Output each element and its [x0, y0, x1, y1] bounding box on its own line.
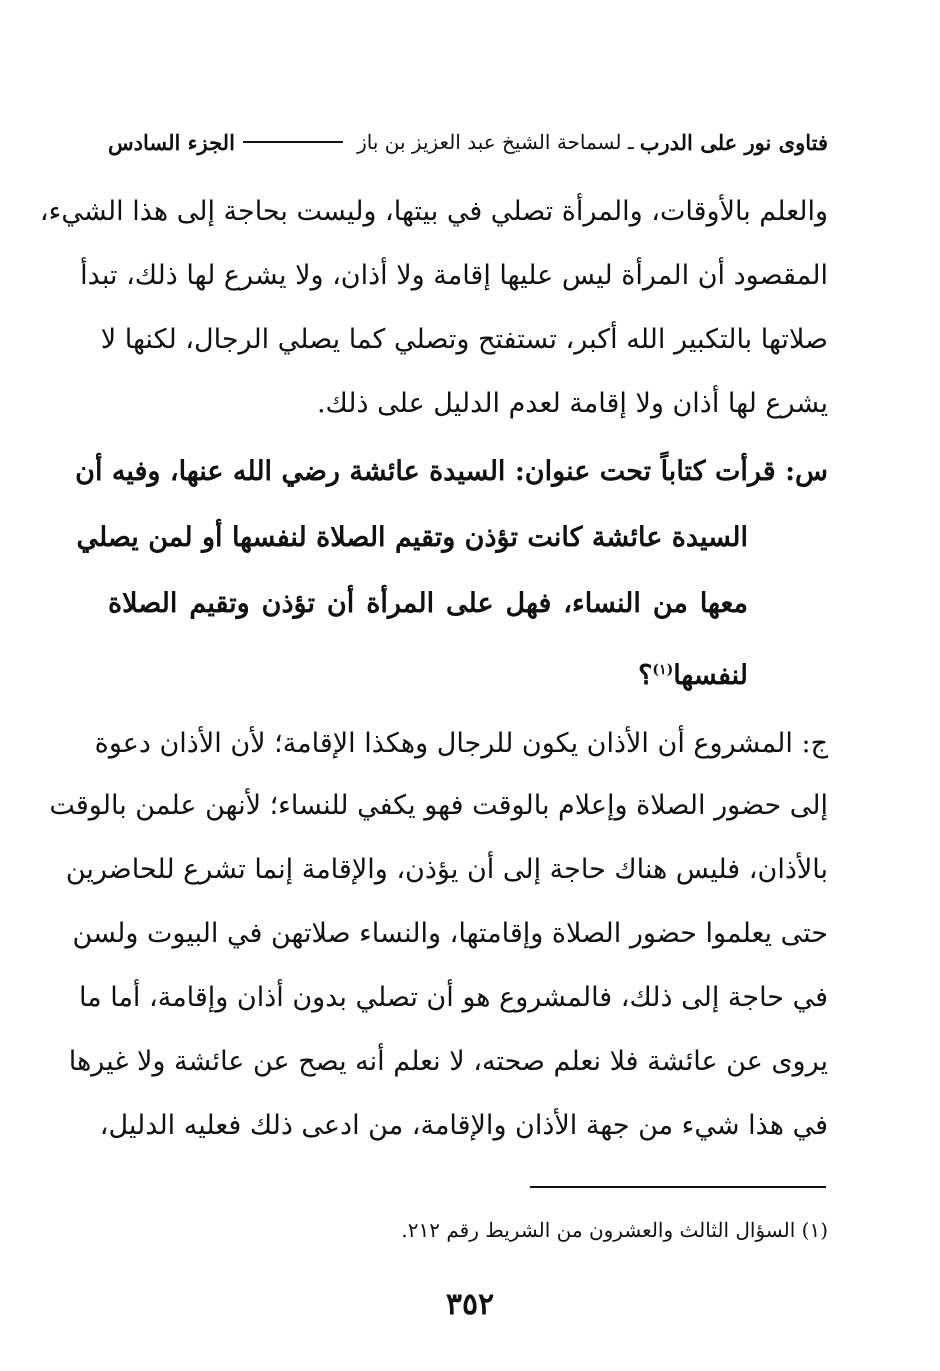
answer-line: ج: المشروع أن الأذان يكون للرجال وهكذا الإقامة؛ لأن الأذان دعوة — [94, 728, 828, 759]
header-author: ـ لسماحة الشيخ عبد العزيز بن باز — [357, 130, 634, 154]
question-last-line — [108, 638, 748, 702]
text-line: والعلم بالأوقات، والمرأة تصلي في بيتها، وليست بحاجة إلى هذا الشيء، — [39, 196, 828, 227]
header-part: الجزء السادس — [108, 129, 235, 155]
text-line: صلاتها بالتكبير الله أكبر، تستفتح وتصلي كما يصلي الرجال، لكنها لا — [100, 324, 828, 355]
answer-line: يروى عن عائشة فلا نعلم صحته، لا نعلم أنه يصح عن عائشة ولا غيرها — [68, 1046, 828, 1077]
footnote-reference: (١) — [652, 662, 674, 678]
answer-line: بالأذان، فليس هناك حاجة إلى أن يؤذن، والإقامة إنما تشرع للحاضرين — [65, 854, 828, 885]
question-line: السيدة عائشة كانت تؤذن وتقيم الصلاة لنفسها أو لمن يصلي — [76, 522, 748, 553]
question-line: معها من النساء، فهل على المرأة أن تؤذن وتقيم الصلاة — [108, 588, 748, 619]
page-number: ٣٥٢ — [445, 1287, 495, 1322]
question-last-text: لنفسها — [673, 660, 748, 691]
header-book-title: فتاوى نور على الدرب — [639, 129, 828, 155]
header-rule — [243, 141, 343, 143]
answer-line: إلى حضور الصلاة وإعلام بالوقت فهو يكفي للنساء؛ لأنهن علمن بالوقت — [49, 790, 828, 821]
question-mark: ؟ — [638, 660, 653, 691]
text-line: المقصود أن المرأة ليس عليها إقامة ولا أذان، ولا يشرع لها ذلك، تبدأ — [80, 260, 828, 291]
answer-line: في هذا شيء من جهة الأذان والإقامة، من ادعى ذلك فعليه الدليل، — [99, 1110, 828, 1141]
text-line: يشرع لها أذان ولا إقامة لعدم الدليل على ذلك. — [316, 388, 828, 419]
footnote: (١) السؤال الثالث والعشرون من الشريط رقم ٢١٢. — [401, 1218, 828, 1242]
running-header — [108, 122, 828, 162]
answer-line: في حاجة إلى ذلك، فالمشروع هو أن تصلي بدون أذان وإقامة، أما ما — [78, 982, 828, 1013]
question-line: س: قرأت كتاباً تحت عنوان: السيدة عائشة رضي الله عنها، وفيه أن — [75, 456, 828, 487]
footnote-separator — [530, 1186, 826, 1188]
answer-line: حتى يعلموا حضور الصلاة وإقامتها، والنساء صلاتهن في البيوت ولسن — [72, 918, 828, 949]
